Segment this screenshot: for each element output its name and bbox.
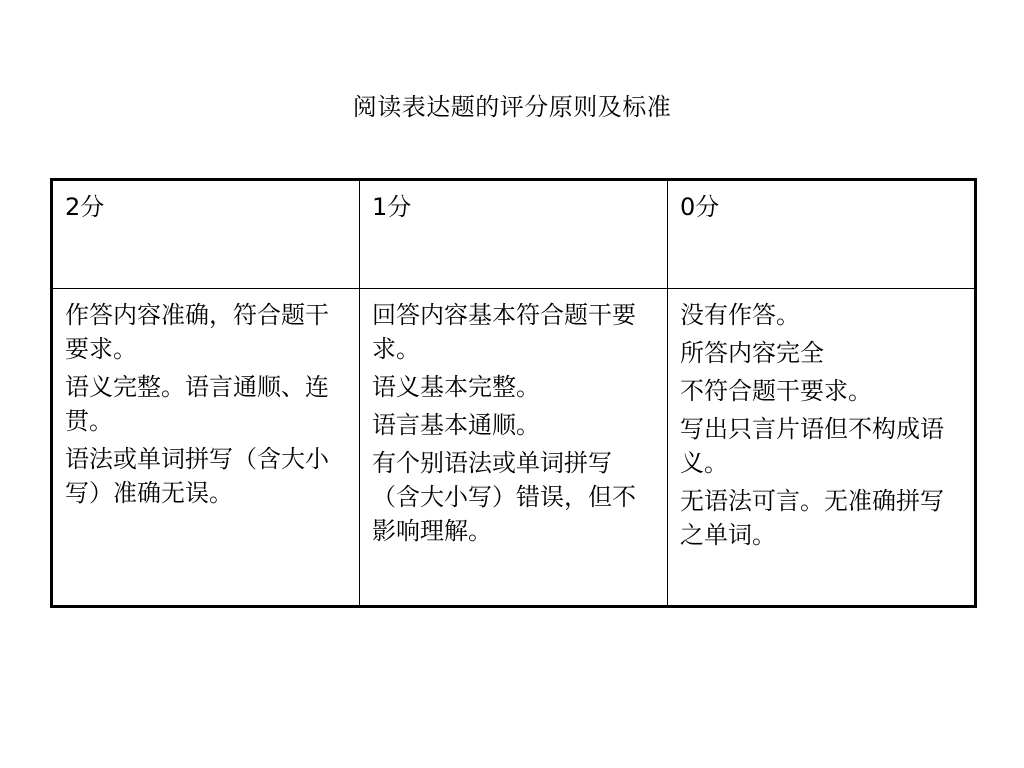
criteria-text: 语言基本通顺。 [372, 411, 540, 439]
header-score-1: 1分 [360, 180, 668, 289]
criteria-text: 语义完整。语言通顺、连贯。 [65, 373, 329, 435]
criteria-cell-score-2 [52, 289, 360, 607]
criteria-text: 不符合题干要求。 [680, 377, 872, 405]
table-row [52, 289, 976, 607]
criteria-text: 语义基本完整。 [372, 373, 540, 401]
criteria-text: 没有作答。 [680, 301, 800, 329]
criteria-text: 作答内容准确，符合题干要求。 [65, 301, 329, 363]
criteria-text: 语法或单词拼写（含大小写）准确无误。 [65, 445, 329, 507]
header-score-0: 0分 [668, 180, 976, 289]
criteria-text: 无语法可言。无准确拼写之单词。 [680, 487, 944, 549]
scoring-criteria-table [50, 178, 977, 608]
criteria-text: 所答内容完全 [680, 339, 824, 367]
criteria-text: 回答内容基本符合题干要求。 [372, 301, 636, 363]
criteria-text: 写出只言片语但不构成语义。 [680, 415, 944, 477]
criteria-text: 有个别语法或单词拼写（含大小写）错误，但不影响理解。 [372, 449, 636, 545]
slide-title: 阅读表达题的评分原则及标准 [352, 93, 672, 121]
criteria-cell-score-1 [360, 289, 668, 607]
criteria-cell-score-0 [668, 289, 976, 607]
header-score-2: 2分 [52, 180, 360, 289]
table-header-row [52, 180, 976, 289]
